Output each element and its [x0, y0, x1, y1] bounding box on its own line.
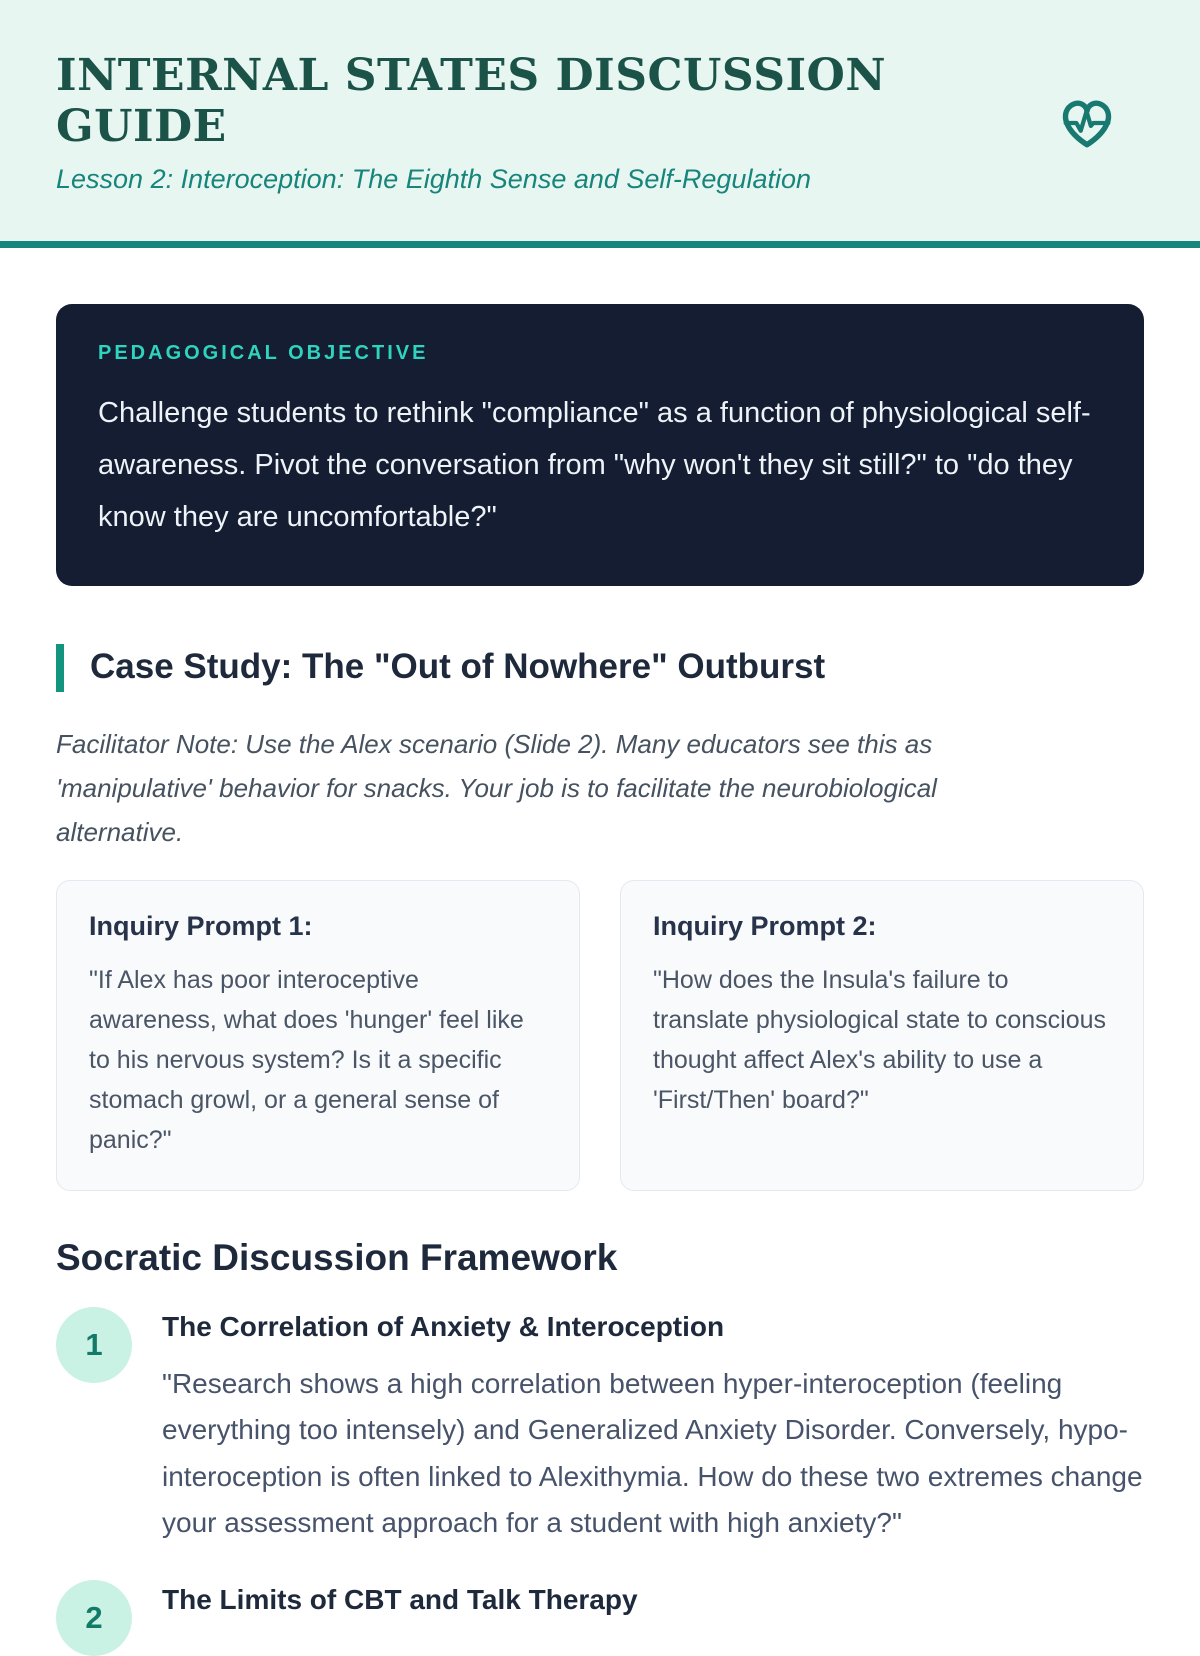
page-title: INTERNAL STATES DISCUSSION GUIDE [56, 50, 887, 152]
heart-pulse-icon [1056, 94, 1118, 157]
item-1-title: The Correlation of Anxiety & Interoception [162, 1311, 725, 1343]
case-study-heading-block [56, 644, 1144, 692]
item-1-text: "Research shows a high correlation between hyper-interoception (feeling everything too intensely) and Generalized Anxiety Disorder. Conversely, hypo-interoception is often linked to Alexithymia. How do these two extremes change your assessment approach for a student with high anxiety?" [162, 1368, 1143, 1538]
framework-item-2 [56, 1580, 1144, 1656]
objective-text: Challenge students to rethink "compliance" as a function of physiological self-awareness. Pivot the conversation from "why won't they sit still?" to "do they know they are uncomfortable?" [98, 397, 1091, 534]
item-1-number-badge: 1 [56, 1307, 132, 1383]
objective-label: PEDAGOGICAL OBJECTIVE [98, 342, 429, 364]
framework-heading: Socratic Discussion Framework [56, 1237, 618, 1279]
facilitator-note: Facilitator Note: Use the Alex scenario (Slide 2). Many educators see this as 'manipulative' behavior for snacks. Your job is to facilitate the neurobiological alternative. [56, 728, 937, 847]
item-2-title: The Limits of CBT and Talk Therapy [162, 1583, 638, 1615]
item-1-content [162, 1307, 1144, 1546]
inquiry-prompt-2-title: Inquiry Prompt 2: [653, 911, 877, 942]
pedagogical-objective-box [56, 304, 1144, 586]
case-study-heading: Case Study: The "Out of Nowhere" Outburst [90, 646, 826, 686]
page-subtitle: Lesson 2: Interoception: The Eighth Sense and Self-Regulation [56, 164, 811, 194]
item-2-content [162, 1580, 638, 1634]
document-header [0, 0, 1200, 248]
item-2-number-badge: 2 [56, 1580, 132, 1656]
inquiry-prompt-card-1 [56, 880, 580, 1191]
header-text-block [56, 50, 1026, 195]
document-body [0, 304, 1200, 1656]
framework-item-1 [56, 1307, 1144, 1546]
inquiry-prompt-cards [56, 880, 1144, 1191]
inquiry-prompt-2-text: "How does the Insula's failure to translate physiological state to conscious thought affect Alex's ability to use a 'First/Then' board?" [653, 966, 1107, 1115]
inquiry-prompt-1-text: "If Alex has poor interoceptive awareness, what does 'hunger' feel like to his nervous system? Is it a specific stomach growl, or a general sense of panic?" [89, 966, 524, 1155]
inquiry-prompt-card-2 [620, 880, 1144, 1191]
inquiry-prompt-1-title: Inquiry Prompt 1: [89, 911, 313, 942]
